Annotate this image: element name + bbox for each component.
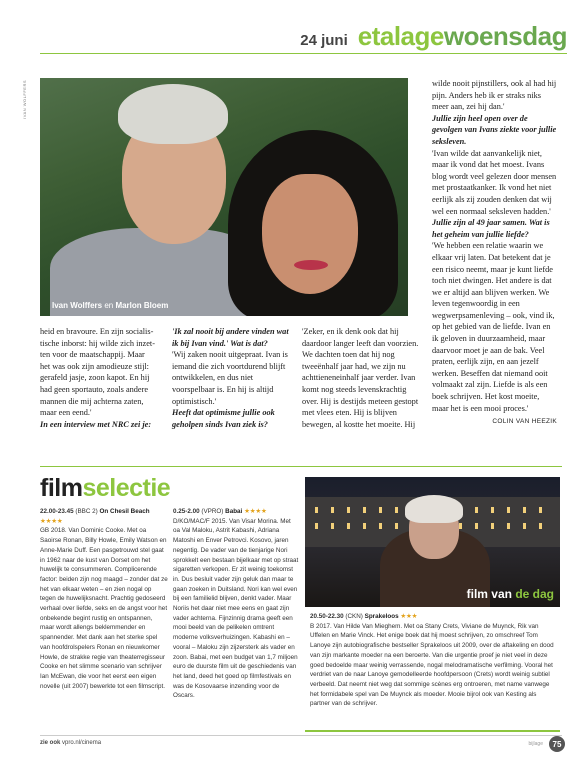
- footer-rule: [40, 735, 562, 736]
- col1-line-1: heid en bravoure. En zijn socialis-: [40, 327, 154, 336]
- col1-question: In een interview met NRC zei je:: [40, 419, 152, 429]
- film-2-time: 0.25-2.00: [173, 508, 200, 515]
- badge-part1: film van: [466, 587, 516, 601]
- caption-join: en: [102, 301, 116, 310]
- article-column-4: [432, 78, 557, 428]
- photo-woman-face: [262, 174, 358, 294]
- film-1-heading: [40, 507, 168, 517]
- footer-link: [40, 740, 101, 746]
- film-photo-hair: [405, 495, 463, 523]
- film-3-title: Sprakeloos: [364, 613, 399, 620]
- article-column-3: [302, 326, 422, 430]
- page-header: [300, 22, 567, 52]
- col4-question-1: Jullie zijn heel open over de gevolgen van Ivans ziekte voor jullie seksleven.: [432, 113, 557, 146]
- film-1-stars: ★★★★: [40, 517, 63, 525]
- photo-man-hair: [118, 84, 228, 144]
- photo-caption: [52, 301, 168, 310]
- article-column-2: [172, 326, 294, 430]
- col2-question-1: 'Ik zal nooit bij andere vinden wat ik bij Ivan vind.' Wat is dat?: [172, 327, 289, 348]
- film-of-the-day-photo: [305, 477, 560, 607]
- film-1-title: On Chesil Beach: [99, 508, 150, 515]
- film-1-text: GB 2018. Van Dominic Cooke. Met oa Saoirse Ronan, Billy Howle, Emily Watson en Anne-Marie Duff. Een pasgetrouwd stel gaat in 1962 naar de kust van Dorset om het huwelijk te consummeren. Complicerende factor: beiden zijn nog maagd – zonder dat ze het van elkaar weten – en zien nogal op tegen de huwelijksnacht. Prachtig gedoseerd verhaal over liefde, seks en de angst voor het onbekende begint rustig en ontspannen, maar wordt allengs beklemmender en spannender. Met dank aan het sterke spel van hoofdrolspelers Ronan en nieuwkomer Howle, de strakke regie van theaterregisseur Cooke en het slimme scenario van schrijver Ian McEwan, die voor het eerst een eigen novelle (uit 2007) bewerkte tot een filmscript.: [40, 527, 168, 690]
- article-photo: [40, 78, 408, 316]
- film-title-part2: selectie: [82, 474, 171, 502]
- footer-prefix: zie ook: [40, 740, 61, 746]
- col1-line-6: had geen sportauto, zoals andere: [40, 384, 149, 394]
- col4-question-2: Jullie zijn al 49 jaar samen. Wat is het geheim van jullie liefde?: [432, 218, 550, 239]
- article-column-1: [40, 326, 165, 430]
- page-number: 75: [549, 736, 565, 752]
- caption-name1: Ivan Wolffers: [52, 301, 103, 310]
- col1-line-3: ten voor de maatschappij. Maar: [40, 350, 145, 360]
- header-rule: [40, 53, 567, 54]
- film-3-time: 20.50-22.30: [310, 613, 344, 620]
- film-section-title: [40, 474, 170, 503]
- header-date: 24 juni: [300, 32, 348, 49]
- film-of-the-day-border: [305, 607, 560, 732]
- author-signature: COLIN VAN HEEZIK: [492, 418, 557, 426]
- header-title: [358, 21, 567, 52]
- film-1-channel: (BBC 2): [75, 508, 98, 515]
- film-2-heading: [173, 507, 299, 517]
- col2-answer: 'Wij zaken nooit uitgepraat. Ivan is iemand die zich voortdurend blijft ontwikkelen, en dus niet voorspelbaar is. En hij is altijd optimistisch.': [172, 350, 288, 406]
- col1-line-5: gerafeld jasje, zoon kapot. En hij: [40, 373, 150, 383]
- footer-week: bijlage: [528, 741, 543, 747]
- film-2-text: D/KO/MAC/F 2015. Van Visar Morina. Met oa Val Maloku, Astrit Kabashi, Adriana Matoshi en Enver Petrovci. Kosovo, jaren negentig. De vader van de tienjarige Nori sprokkelt een bestaan bijelkaar met op straat sigaretten verkopen. Er zit weinig toekomst in. Dus besluit vader zijn geluk dan maar te gaan zoeken in Duitsland. Nori kan wel even bij een familielid blijven, denkt vader. Maar Noriis het daar niet mee eens en gaat zijn vader achterna. Fijnzinnig drama geeft een mooi beeld van de pelikelen omtrent moderne volksverhuizingen. Kabashi en – vooral – Maloku zijn zijzersterk als vader en zoon. Babai, met een budget van 1,7 miljoen euro de duurste film uit de geschiedenis van het land, deed het goed op filmfestivals en was de Kosovaarse inzending voor de Oscars.: [173, 517, 299, 700]
- film-title-part1: film: [40, 474, 83, 502]
- photo-credit: IVAN WOLFFERS: [22, 80, 27, 119]
- footer-right: [529, 736, 565, 752]
- film-of-the-day-badge: [467, 587, 554, 601]
- footer-site: vpro.nl/cinema: [62, 740, 102, 746]
- film-1-time: 22.00-23.45: [40, 508, 74, 515]
- col2-question-2: Heeft dat optimisme jullie ook geholpen sinds Ivan ziek is?: [172, 408, 275, 429]
- header-title-part1: etalage: [357, 21, 444, 51]
- film-2-stars: ★★★★: [244, 508, 267, 515]
- film-listing-2: [173, 507, 299, 701]
- film-3-text: B 2017. Van Hilde Van Mieghem. Met oa Stany Crets, Viviane de Muynck, Rik van Uffelen en Marie Vinck. Het enige boek dat hij moest schrijven, zo omschreef Tom Lanoye zijn autobiografische bestseller Sprakeloos uit 2009, over de aftakeling en dood van zijn markante moeder na een beroerte. Van die urgentie proef je niet veel in deze goed bedoelde maar weinig verrassende, nogal melodramatische verfilming. Vooral het verdriet van de naar Lanoye gemodelleerde hoofdpersoon (Crets) wordt weinig subtiel verbeeld. Dat neemt niet weg dat sommige scènes erg ontroeren, met name vanwege het formidabele spel van De Muynck als moeder. Mooie bijrol ook van Kesting als partner van de schrijver.: [310, 622, 554, 708]
- col1-line-4: het was ook zijn amodieuze stijl:: [40, 361, 149, 371]
- film-3-stars: ★★★: [400, 613, 418, 620]
- col1-line-2: tische inborst: hij wilde zich inzet-: [40, 338, 155, 348]
- film-2-title: Babai: [225, 508, 243, 515]
- film-listing-1: [40, 507, 168, 691]
- header-title-part2: woensdag: [443, 21, 567, 51]
- film-2-channel: (VPRO): [201, 508, 224, 515]
- col1-line-7: mannen die mij achterna zaten,: [40, 396, 144, 406]
- col3-answer: 'Zeker, en ik denk ook dat hij daardoor langer leeft dan voorzien. We dachten toen dat hij nog tweeënhalf jaar had, we zijn nu achttieneneinhalf jaar verder. Ivan komt nog steeds levenskrachtig over. Hij is destijds meteen gestopt met vlees eten. Hij is blijven bewegen, al kostte het moeite. Hij: [302, 327, 419, 429]
- photo-woman-lips: [294, 260, 328, 270]
- col1-line-8: maar een eend.': [40, 408, 92, 418]
- film-section-rule: [40, 466, 562, 467]
- film-3-channel: (CKN): [345, 613, 363, 620]
- caption-name2: Marlon Bloem: [115, 301, 169, 310]
- col4-answer-b: 'Ivan wilde dat aanvankelijk niet, maar ik vond dat het moest. Ivans blog wordt veel gelezen door mensen met prostaatkanker. Ik vond het niet eerlijk als zij zouden denken dat wij wel een normaal seksleven hadden.': [432, 148, 557, 216]
- col4-answer-c: 'We hebben een relatie waarin we elkaar vrij laten. Dat betekent dat je een risico neemt, maar je kunt liefde toch niet dwingen. Het andere is dat we er altijd aan blijven werken. We leven tegenwoordig in een wegwerpsamenleving – ook, vind ik, op het gebied van de liefde. Ivan en ik geloven in duurzaamheid, maar daarvoor moet je aan de bak. Veel praten, eerlijk zijn, en aan jezelf werken. Beseffen dat niemand ooit volmaakt zal zijn. Liefde is als een boek schrijven. Het kost moeite, maar het is een mooi proces.': [432, 241, 555, 413]
- badge-part2: de dag: [515, 587, 554, 601]
- col4-answer-a: wilde nooit pijnstillers, ook al had hij pijn. Anders heb ik er straks niks meer aan, zei hij dan.': [432, 79, 557, 112]
